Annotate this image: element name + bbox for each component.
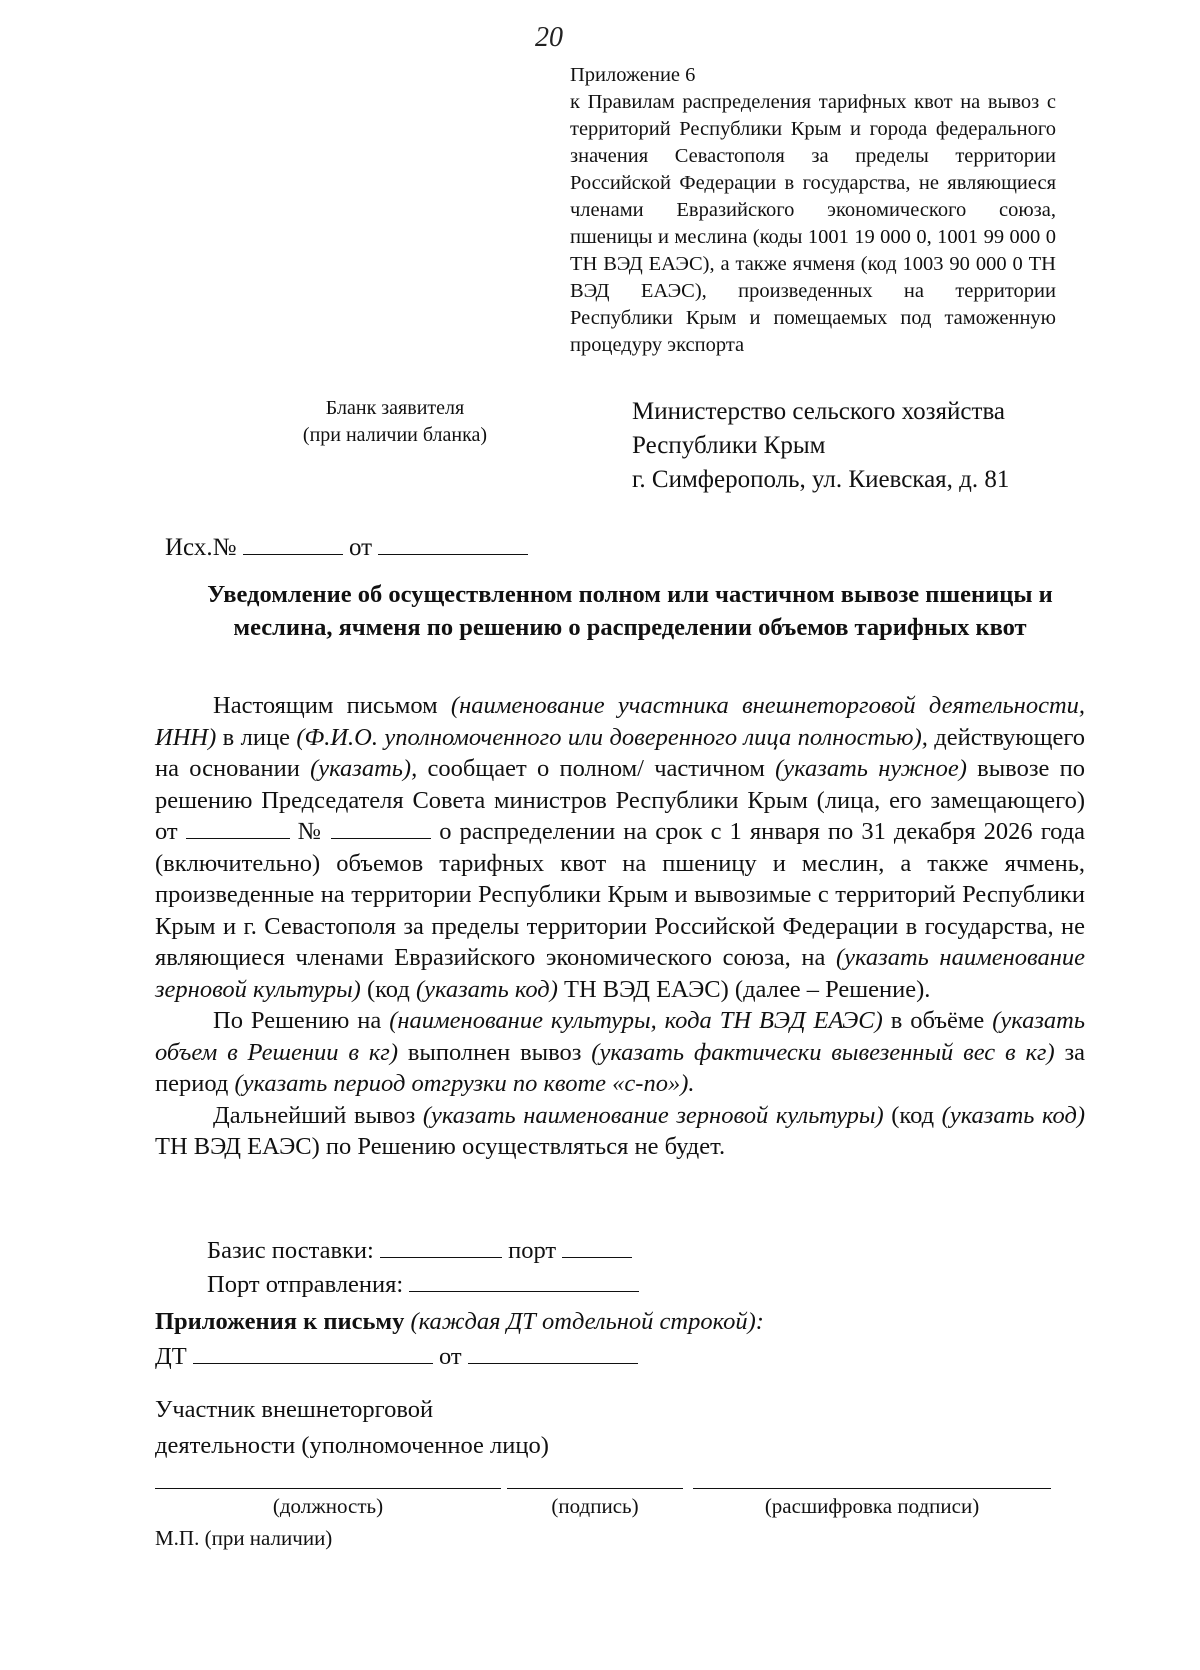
customs-declaration-row — [155, 1339, 764, 1374]
p1-hint-representative: (Ф.И.О. уполномоченного или доверенного лица полностью), — [296, 723, 928, 751]
addressee-block — [632, 395, 1102, 497]
port-field[interactable] — [562, 1233, 632, 1258]
p2-text-4: за период — [155, 1038, 1086, 1097]
dt-label: ДТ — [155, 1343, 187, 1370]
handwritten-page-number: 20 — [535, 22, 563, 53]
p1-text-4: сообщает о полном/ частичном — [427, 755, 765, 782]
addressee-line-2: Республики Крым — [632, 432, 826, 459]
outgoing-number-line — [165, 530, 528, 562]
p3-hint-crop: (указать наименование зерновой культуры) — [422, 1101, 884, 1129]
dt-date-field[interactable] — [468, 1339, 638, 1364]
addressee-line-3: г. Симферополь, ул. Киевская, д. 81 — [632, 466, 1010, 493]
p1-hint-participant: (наименование участника внешнеторговой деятельности, ИНН) — [155, 692, 1086, 751]
delivery-basis-label: Базис поставки: — [207, 1237, 374, 1264]
p2-hint-volume: (указать объем в Решении в кг) — [155, 1007, 1086, 1066]
dt-number-field[interactable] — [193, 1339, 433, 1364]
p2-text-3: выполнен вывоз — [407, 1038, 582, 1066]
decision-date-field[interactable] — [186, 816, 290, 839]
p1-number-sign: № — [297, 818, 324, 845]
port-label: порт — [508, 1237, 557, 1264]
notification-body — [155, 690, 1085, 1163]
departure-port-row — [207, 1267, 639, 1301]
participant-line-2: деятельности (уполномоченное лицо) — [155, 1432, 549, 1459]
p1-text-9: ТН ВЭД ЕАЭС) (далее – Решение). — [563, 975, 931, 1003]
delivery-basis-row — [207, 1233, 639, 1267]
p3-text-3: ТН ВЭД ЕАЭС) по Решению осуществляться не будет. — [155, 1133, 726, 1160]
p1-text-8: (код — [366, 975, 410, 1003]
stamp-placeholder: М.П. (при наличии) — [155, 1526, 333, 1550]
delivery-basis-field[interactable] — [380, 1233, 502, 1258]
p2-hint-weight: (указать фактически вывезенный вес в кг) — [591, 1038, 1055, 1066]
p1-text-2: в лице — [222, 723, 290, 751]
signature-decoding-caption: (расшифровка подписи) — [764, 1494, 980, 1518]
paragraph-3 — [155, 1100, 1085, 1163]
p1-hint-crop: (указать наименование зерновой культуры) — [155, 944, 1085, 1003]
attachments-hint: (каждая ДТ отдельной строкой): — [410, 1308, 764, 1335]
departure-port-field[interactable] — [409, 1267, 639, 1292]
document-title: Уведомление об осуществленном полном или частичном вывозе пшеницы и меслина, ячменя по решению о распределении объемов тарифных квот — [207, 581, 1053, 641]
outgoing-number-field[interactable] — [243, 530, 343, 555]
paragraph-1 — [155, 690, 1085, 1005]
p2-text-1: По Решению на — [213, 1007, 382, 1034]
p1-hint-basis: (указать), — [310, 755, 418, 782]
position-caption: (должность) — [272, 1494, 384, 1518]
p1-text-3: действующего на основании — [155, 723, 1086, 782]
signature-line[interactable] — [507, 1488, 683, 1489]
addressee-line-1: Министерство сельского хозяйства — [632, 398, 1006, 425]
participant-block — [155, 1392, 549, 1464]
dt-date-label: от — [438, 1343, 462, 1370]
outgoing-date-label: от — [348, 534, 373, 561]
p3-text-1: Дальнейший вывоз — [213, 1101, 416, 1129]
letterhead-line-2: (при наличии бланка) — [302, 424, 488, 446]
position-signature-line[interactable] — [155, 1488, 501, 1489]
attachments-block — [155, 1305, 764, 1374]
delivery-terms — [207, 1233, 639, 1301]
appendix-block — [570, 62, 1056, 359]
attachments-heading — [155, 1305, 764, 1339]
signature-decoding-line[interactable] — [693, 1488, 1051, 1489]
departure-port-label: Порт отправления: — [207, 1271, 404, 1298]
appendix-text: к Правилам распределения тарифных квот на вывоз с территорий Республики Крым и города федерального значения Севастополя за пределы территории Российской Федерации в государства, не являющиеся членами Евразийского экономического союза, пшеницы и меслина (коды 1001 19 000 0, 1001 99 000 0 ТН ВЭД ЕАЭС), а также ячменя (код 1003 90 000 0 ТН ВЭД ЕАЭС), произведенных на территории Республики Крым и помещаемых под таможенную процедуру экспорта — [570, 91, 1056, 356]
p1-text-7: о распределении на срок с 1 января по 31 декабря 2026 года (включительно) объемов тарифных квот на пшеницу и меслин, а также ячмень, произведенные на территории Республики Крым и вывозимые с территорий Республики Крым и г. Севастополя за пределы территории Российской Федерации в государства, не являющиеся членами Евразийского экономического союза, на — [155, 818, 1086, 971]
decision-number-field[interactable] — [331, 816, 431, 839]
p3-text-2: (код — [891, 1101, 935, 1129]
letterhead-line-1: Бланк заявителя — [325, 397, 465, 419]
outgoing-number-label: Исх.№ — [165, 534, 237, 561]
applicant-letterhead-placeholder — [250, 395, 540, 449]
p2-hint-period: (указать период отгрузки по квоте «с-по»). — [234, 1070, 695, 1097]
outgoing-date-field[interactable] — [378, 530, 528, 555]
signature-caption: (подпись) — [551, 1494, 639, 1518]
p1-text-1: Настоящим письмом — [213, 692, 438, 719]
attachments-lead: Приложения к письму — [155, 1308, 405, 1335]
p3-hint-code: (указать код) — [941, 1101, 1086, 1129]
paragraph-2 — [155, 1005, 1085, 1100]
appendix-title: Приложение 6 — [570, 64, 696, 86]
p1-hint-choice: (указать нужное) — [775, 755, 967, 782]
participant-line-1: Участник внешнеторговой — [155, 1396, 434, 1423]
p2-hint-culture: (наименование культуры, кода ТН ВЭД ЕАЭС) — [389, 1007, 883, 1034]
p1-text-5: вывозе по решению Председателя Совета министров Республики Крым (лица, его замещающего) от — [155, 755, 1086, 845]
p1-hint-code: (указать код) — [415, 975, 558, 1003]
p2-text-2: в объёме — [890, 1007, 985, 1034]
